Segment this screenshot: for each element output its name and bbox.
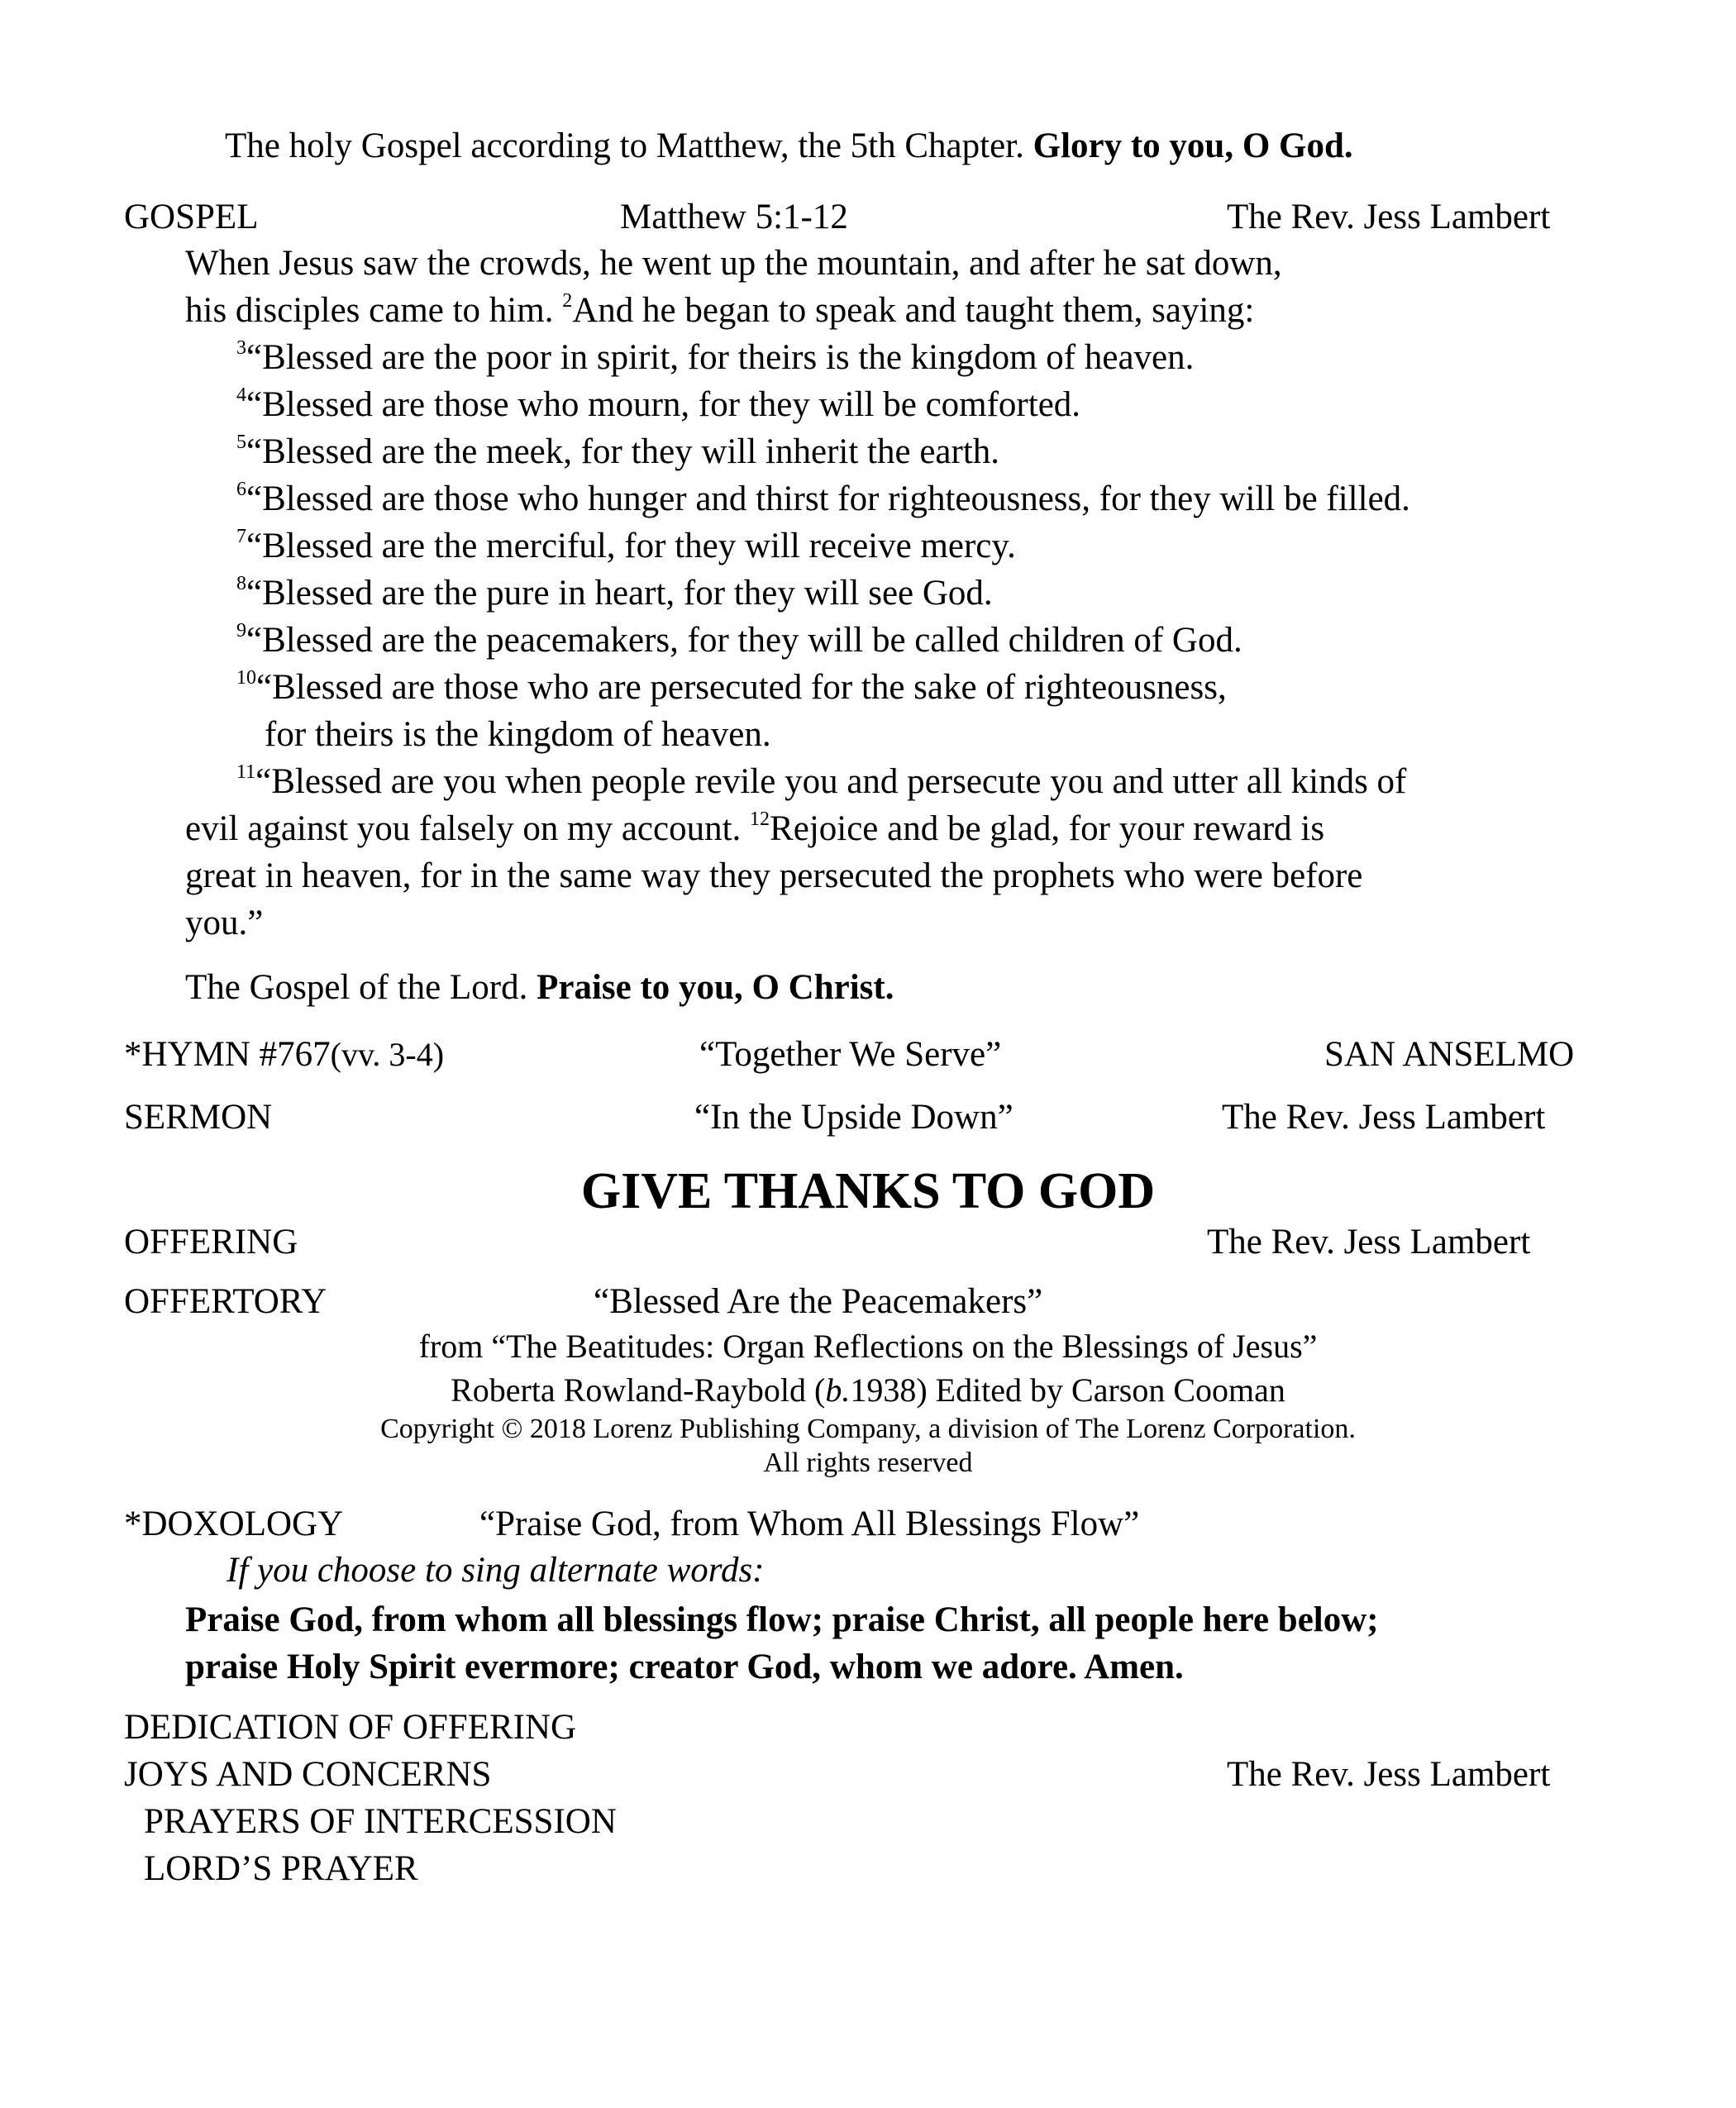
verse-5 <box>236 434 999 470</box>
verse-text: “Blessed are the poor in spirit, for theirs is the kingdom of heaven. <box>246 338 1195 377</box>
verse-number: 2 <box>562 290 573 312</box>
gospel-closing-response: Praise to you, O Christ. <box>537 968 894 1007</box>
verse-number: 12 <box>750 808 770 830</box>
lords-prayer: LORD’S PRAYER <box>144 1849 418 1888</box>
verse-number: 8 <box>236 573 246 594</box>
verse-3 <box>236 337 1195 377</box>
verse-text: “Blessed are you when people revile you and persecute you and utter all kinds of <box>255 762 1407 801</box>
verse-10-continuation: for theirs is the kingdom of heaven. <box>265 715 771 754</box>
verse-text: “Blessed are the meek, for they will inherit the earth. <box>246 432 1000 471</box>
reading-line-2 <box>185 290 1255 330</box>
joys-label: JOYS AND CONCERNS <box>124 1755 492 1794</box>
doxology-note: If you choose to sing alternate words: <box>227 1551 765 1590</box>
verse-11-line-2 <box>185 808 1325 848</box>
verse-9 <box>236 622 1242 658</box>
sermon-leader: The Rev. Jess Lambert <box>1222 1098 1546 1137</box>
verse-11-line-3: great in heaven, for in the same way they persecuted the prophets who were before <box>185 856 1363 895</box>
gospel-intro-response: Glory to you, O God. <box>1033 126 1353 165</box>
verse-number: 5 <box>236 432 246 453</box>
offertory-composer <box>0 1371 1736 1409</box>
hymn-number: *HYMN #767 <box>124 1035 331 1074</box>
gospel-leader: The Rev. Jess Lambert <box>1227 198 1551 236</box>
offering-label: OFFERING <box>124 1223 298 1261</box>
composer-name: Roberta Rowland-Raybold ( <box>451 1371 826 1409</box>
verse-text: Rejoice and be glad, for your reward is <box>770 809 1325 848</box>
verse-text: “Blessed are the merciful, for they will receive mercy. <box>246 527 1016 565</box>
sermon-title: “In the Upside Down” <box>694 1098 1013 1137</box>
composer-year-editor: 1938) Edited by Carson Cooman <box>850 1371 1285 1409</box>
prayers-of-intercession: PRAYERS OF INTERCESSION <box>144 1802 617 1841</box>
doxology-line-2: praise Holy Spirit evermore; creator God, whom we adore. Amen. <box>185 1648 1184 1686</box>
offertory-source: from “The Beatitudes: Organ Reflections on the Blessings of Jesus” <box>418 1328 1318 1365</box>
hymn-verses: (vv. 3-4) <box>330 1036 445 1073</box>
verse-11-line-1 <box>236 761 1407 801</box>
offertory-title: “Blessed Are the Peacemakers” <box>594 1282 1043 1321</box>
sermon-label: SERMON <box>124 1098 273 1137</box>
offertory-rights: All rights reserved <box>763 1447 973 1478</box>
offering-leader: The Rev. Jess Lambert <box>1207 1223 1531 1261</box>
verse-10 <box>236 667 1227 707</box>
verse-6 <box>236 481 1410 517</box>
doxology-line-1: Praise God, from whom all blessings flow; praise Christ, all people here below; <box>185 1600 1379 1639</box>
verse-text: “Blessed are those who mourn, for they will be comforted. <box>246 385 1081 424</box>
reading-line-1: When Jesus saw the crowds, he went up the mountain, and after he sat down, <box>185 244 1282 283</box>
doxology-title: “Praise God, from Whom All Blessings Flow” <box>479 1505 1140 1543</box>
verse-number: 10 <box>236 667 256 689</box>
verse-text: “Blessed are those who hunger and thirst for righteousness, for they will be filled. <box>246 479 1410 518</box>
gospel-closing-text: The Gospel of the Lord. <box>185 968 528 1007</box>
dedication-label: DEDICATION OF OFFERING <box>124 1708 577 1747</box>
verse-number: 11 <box>236 761 256 783</box>
verse-number: 7 <box>236 526 246 547</box>
doxology-label: *DOXOLOGY <box>124 1505 344 1543</box>
offertory-label: OFFERTORY <box>124 1282 327 1321</box>
offertory-copyright: Copyright © 2018 Lorenz Publishing Company, a division of The Lorenz Corporation. <box>380 1414 1356 1444</box>
verse-4 <box>236 384 1081 424</box>
verse-number: 6 <box>236 479 246 500</box>
verse-text: evil against you falsely on my account. <box>185 809 742 848</box>
verse-text: “Blessed are those who are persecuted for the sake of righteousness, <box>256 668 1227 707</box>
joys-leader: The Rev. Jess Lambert <box>1227 1755 1551 1794</box>
verse-8 <box>236 575 993 611</box>
gospel-intro-text: The holy Gospel according to Matthew, the 5th Chapter. <box>225 126 1024 165</box>
hymn-label <box>124 1037 444 1072</box>
verse-number: 9 <box>236 620 246 641</box>
composer-born-abbrev: b. <box>825 1371 851 1409</box>
reading-line-2a: his disciples came to him. <box>185 291 554 330</box>
verse-11-line-4: you.” <box>185 904 264 942</box>
verse-number: 4 <box>236 384 246 406</box>
verse-text: “Blessed are the pure in heart, for they will see God. <box>246 574 993 613</box>
hymn-title: “Together We Serve” <box>699 1035 1002 1074</box>
reading-line-2b: And he began to speak and taught them, saying: <box>572 291 1255 330</box>
gospel-label: GOSPEL <box>124 198 259 236</box>
hymn-tune: SAN ANSELMO <box>1324 1035 1575 1074</box>
gospel-reference: Matthew 5:1-12 <box>620 198 848 236</box>
verse-text: “Blessed are the peacemakers, for they will be called children of God. <box>246 621 1242 660</box>
section-heading: GIVE THANKS TO GOD <box>580 1163 1156 1219</box>
gospel-intro <box>225 128 1353 164</box>
verse-7 <box>236 528 1016 564</box>
verse-number: 3 <box>236 337 246 359</box>
gospel-closing <box>185 970 894 1005</box>
